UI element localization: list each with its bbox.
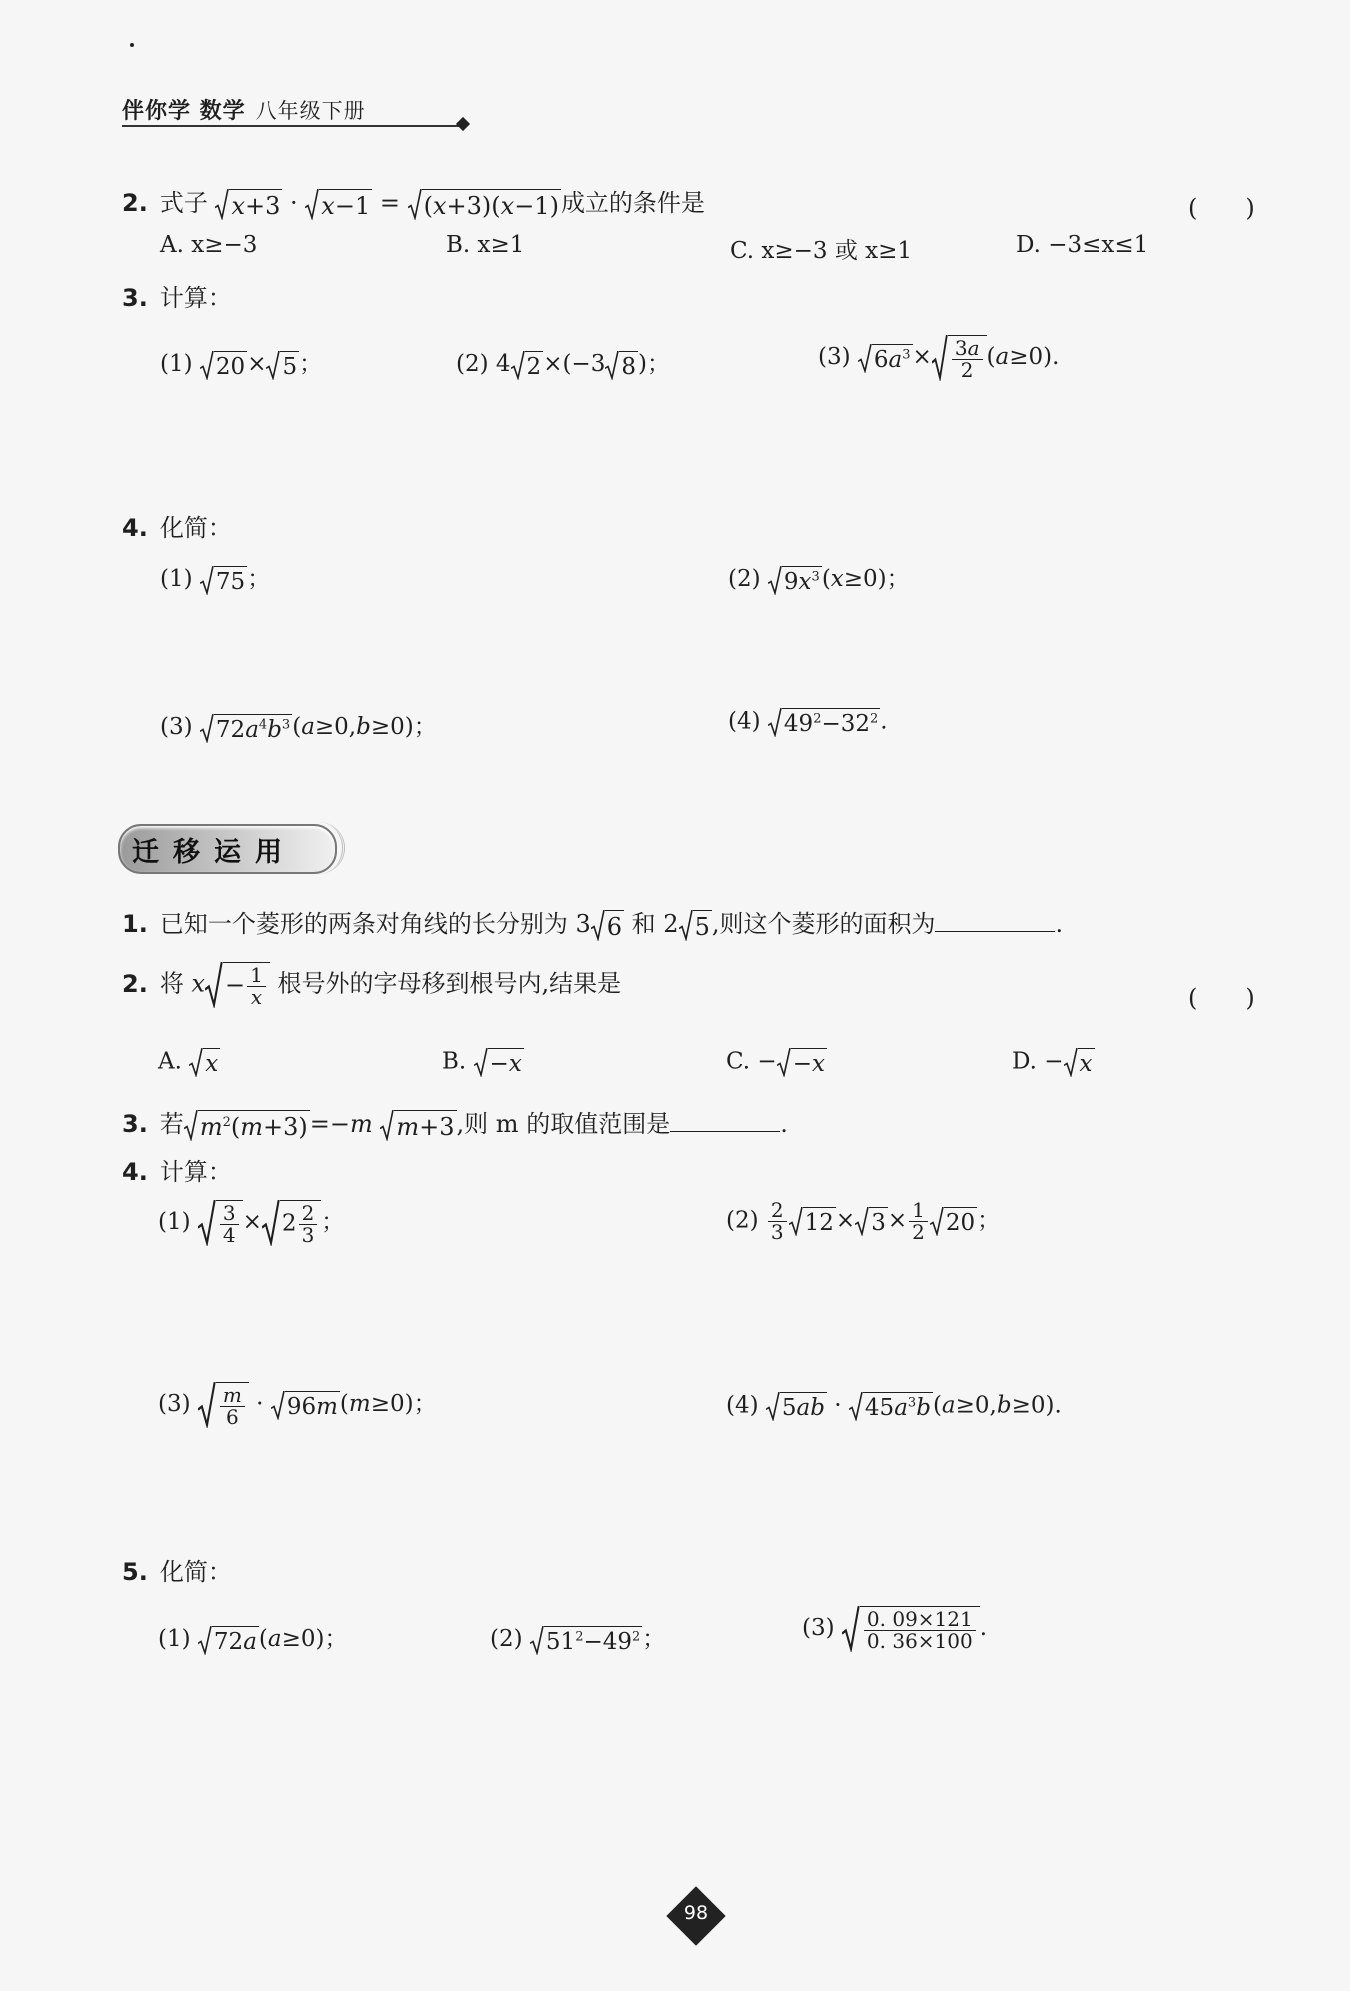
transfer-question-1: 1. 已知一个菱形的两条对角线的长分别为 3 6 和 2 5 ,则这个菱形的面积为 . xyxy=(122,910,1064,941)
transfer-q4-item-2: (2) $\frac{2}{3}$ 12 × 3 × $\frac{1}{2}$ 20 ； xyxy=(726,1198,1001,1244)
transfer-q5-item-1: (1) 72a (a≥0)； xyxy=(158,1626,348,1655)
header-dot xyxy=(130,43,134,47)
practice-q4-item-2: (2) $9x^3$ (x≥0)； xyxy=(728,566,910,595)
header-rule xyxy=(122,125,462,127)
transfer-question-3: 3. 若 $m^2(m+3)$ =−m m+3 ,则 m 的取值范围是 . xyxy=(122,1110,788,1141)
answer-blank xyxy=(670,1131,780,1132)
section-title: 迁移运用 xyxy=(132,837,296,868)
radical: x+3 xyxy=(215,189,282,220)
header-diamond-icon xyxy=(456,117,470,131)
answer-parentheses: ( ) xyxy=(1188,984,1255,1012)
practice-question-4: 4. 化简： xyxy=(122,514,232,542)
option-d: D. − x xyxy=(1012,1048,1093,1077)
answer-blank xyxy=(935,931,1055,932)
practice-question-2: 2. 式子 x+3 · x−1 = (x+3)(x−1) 成立的条件是 xyxy=(122,189,705,220)
option-c: C. x≥−3 或 x≥1 xyxy=(730,238,913,264)
option-b: B. −x xyxy=(442,1048,522,1077)
page-number: 98 xyxy=(683,1902,709,1924)
radical: (x+3)(x−1) xyxy=(408,189,561,220)
radical: x−1 xyxy=(305,189,372,220)
transfer-question-5: 5. 化简： xyxy=(122,1558,232,1586)
practice-q3-item-2: (2) 4 2 ×(−3 8 )； xyxy=(456,351,670,380)
option-c: C. − −x xyxy=(726,1048,825,1077)
practice-q4-item-4: (4) $49^2-32^2$ . xyxy=(728,708,888,737)
transfer-q4-item-1: (1) $\frac{3}{4}$ × 2 $\frac{2}{3}$ ； xyxy=(158,1201,345,1247)
transfer-question-2: 2. 将 x − $\frac{1}{x}$ 根号外的字母移到根号内,结果是 xyxy=(122,963,622,1009)
section-badge-ring xyxy=(300,822,345,874)
practice-q3-item-1: (1) 20 × 5 ； xyxy=(160,351,323,380)
practice-q3-item-3: (3) $6a^3$ × $\frac{3a}{2}$ (a≥0). xyxy=(818,336,1060,382)
answer-parentheses: ( ) xyxy=(1188,194,1255,222)
option-a: A. x≥−3 xyxy=(160,232,258,258)
option-a: A. x xyxy=(158,1048,219,1077)
transfer-question-4: 4. 计算： xyxy=(122,1158,232,1186)
transfer-q5-item-2: (2) $51^2-49^2$ ； xyxy=(490,1626,666,1655)
transfer-q5-item-3: (3) $\frac{0. 09\times 121}{0. 36\times 100}$ . xyxy=(802,1607,988,1653)
book-title: 伴你学 数学 八年级下册 xyxy=(122,99,366,124)
practice-q4-item-1: (1) 75 ； xyxy=(160,566,271,595)
practice-question-3: 3. 计算： xyxy=(122,284,232,312)
option-d: D. −3≤x≤1 xyxy=(1016,232,1149,258)
practice-q4-item-3: (3) $72a^4b^3$ (a≥0,b≥0)； xyxy=(160,714,437,743)
option-b: B. x≥1 xyxy=(446,232,525,258)
transfer-q4-item-4: (4) 5ab · $45a^3b$ (a≥0,b≥0). xyxy=(726,1392,1062,1421)
book-subtitle: 八年级下册 xyxy=(255,99,366,123)
transfer-q4-item-3: (3) $\frac{m}{6}$ · 96m (m≥0)； xyxy=(158,1383,437,1429)
